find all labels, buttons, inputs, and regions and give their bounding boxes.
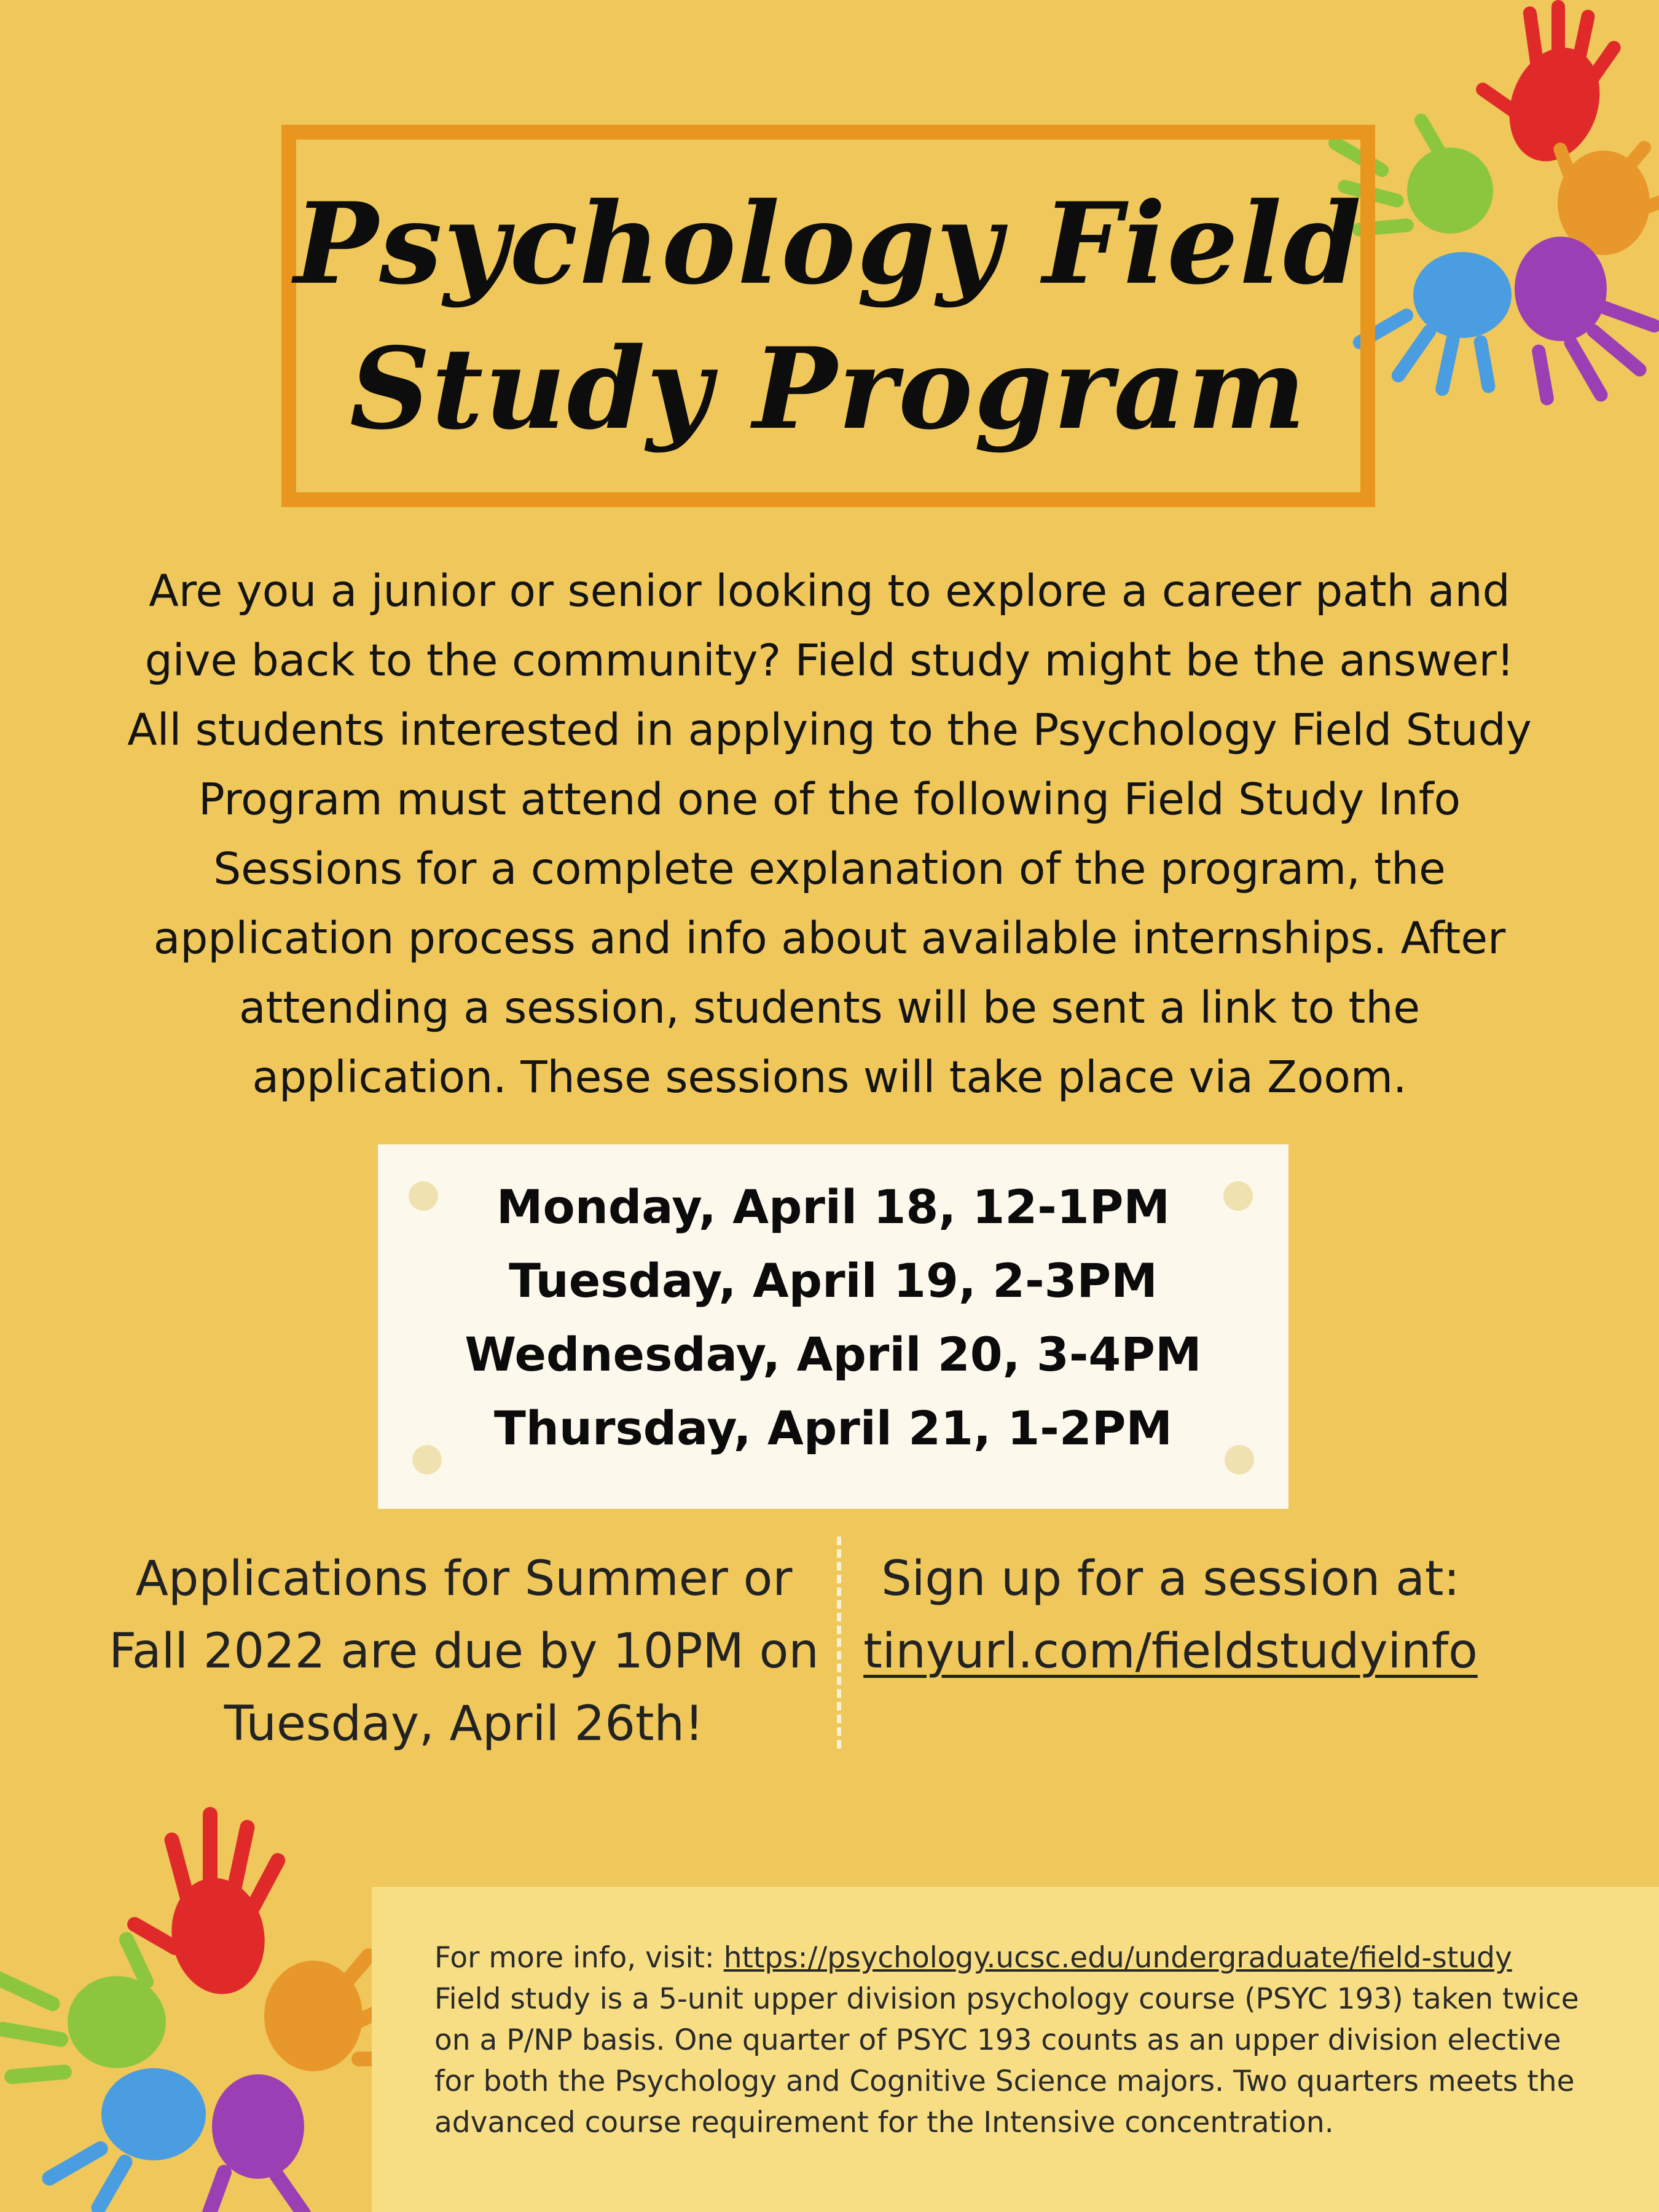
session-item: Thursday, April 21, 1-2PM — [493, 1401, 1173, 1455]
sessions-card — [378, 1144, 1288, 1509]
session-item: Tuesday, April 19, 2-3PM — [509, 1253, 1158, 1308]
red-hand-icon — [1473, 0, 1623, 174]
intro-line: Are you a junior or senior looking to explore a career path and — [149, 565, 1510, 616]
deadline-line: Fall 2022 are due by 10PM on — [109, 1624, 819, 1679]
footer-line: for both the Psychology and Cognitive Science majors. Two quarters meets the — [434, 2064, 1575, 2098]
footer-line: advanced course requirement for the Intensive concentration. — [434, 2106, 1334, 2139]
deadline-line: Tuesday, April 26th! — [224, 1696, 704, 1752]
intro-line: application process and info about available internships. After — [153, 913, 1506, 964]
footer-line: on a P/NP basis. One quarter of PSYC 193 counts as an upper division elective — [434, 2023, 1561, 2057]
page-title-line-2: Study Program — [350, 323, 1307, 454]
footer-text — [434, 1937, 1633, 2143]
blue-hand-icon — [39, 2068, 206, 2212]
intro-paragraph — [68, 556, 1591, 1112]
intro-line: Program must attend one of the following Field Study Info — [198, 774, 1461, 825]
signup-label: Sign up for a session at: — [881, 1551, 1460, 1607]
application-deadline — [108, 1543, 820, 1760]
intro-line: Sessions for a complete explanation of the program, the — [213, 843, 1446, 894]
intro-line: attending a session, students will be sent a link to the — [238, 982, 1421, 1033]
footer-info-line — [434, 1937, 1633, 1978]
signup-section — [857, 1543, 1484, 1688]
title-frame — [281, 125, 1375, 507]
footer-info-box — [372, 1887, 1659, 2212]
intro-line: give back to the community? Field study might be the answer! — [144, 635, 1515, 686]
intro-line: All students interested in applying to the Psychology Field Study — [127, 704, 1532, 755]
green-hand-icon — [0, 1930, 166, 2085]
signup-link[interactable]: tinyurl.com/fieldstudyinfo — [863, 1624, 1478, 1679]
purple-hand-icon — [199, 2074, 314, 2212]
footer-line: Field study is a 5-unit upper division psychology course (PSYC 193) taken twice — [434, 1982, 1579, 2016]
footer-info-prefix: For more info, visit: — [434, 1941, 724, 1975]
purple-hand-icon — [1515, 237, 1659, 406]
session-list — [378, 1170, 1288, 1465]
dashed-divider — [837, 1537, 841, 1749]
session-item: Monday, April 18, 12-1PM — [496, 1179, 1171, 1234]
intro-line: application. These sessions will take place via Zoom. — [252, 1052, 1407, 1103]
page-title-line-1: Psychology Field — [294, 178, 1363, 309]
session-item: Wednesday, April 20, 3-4PM — [465, 1327, 1202, 1382]
field-study-link[interactable]: https://psychology.ucsc.edu/undergraduate/field-study — [723, 1941, 1512, 1975]
deadline-line: Applications for Summer or — [135, 1551, 793, 1607]
